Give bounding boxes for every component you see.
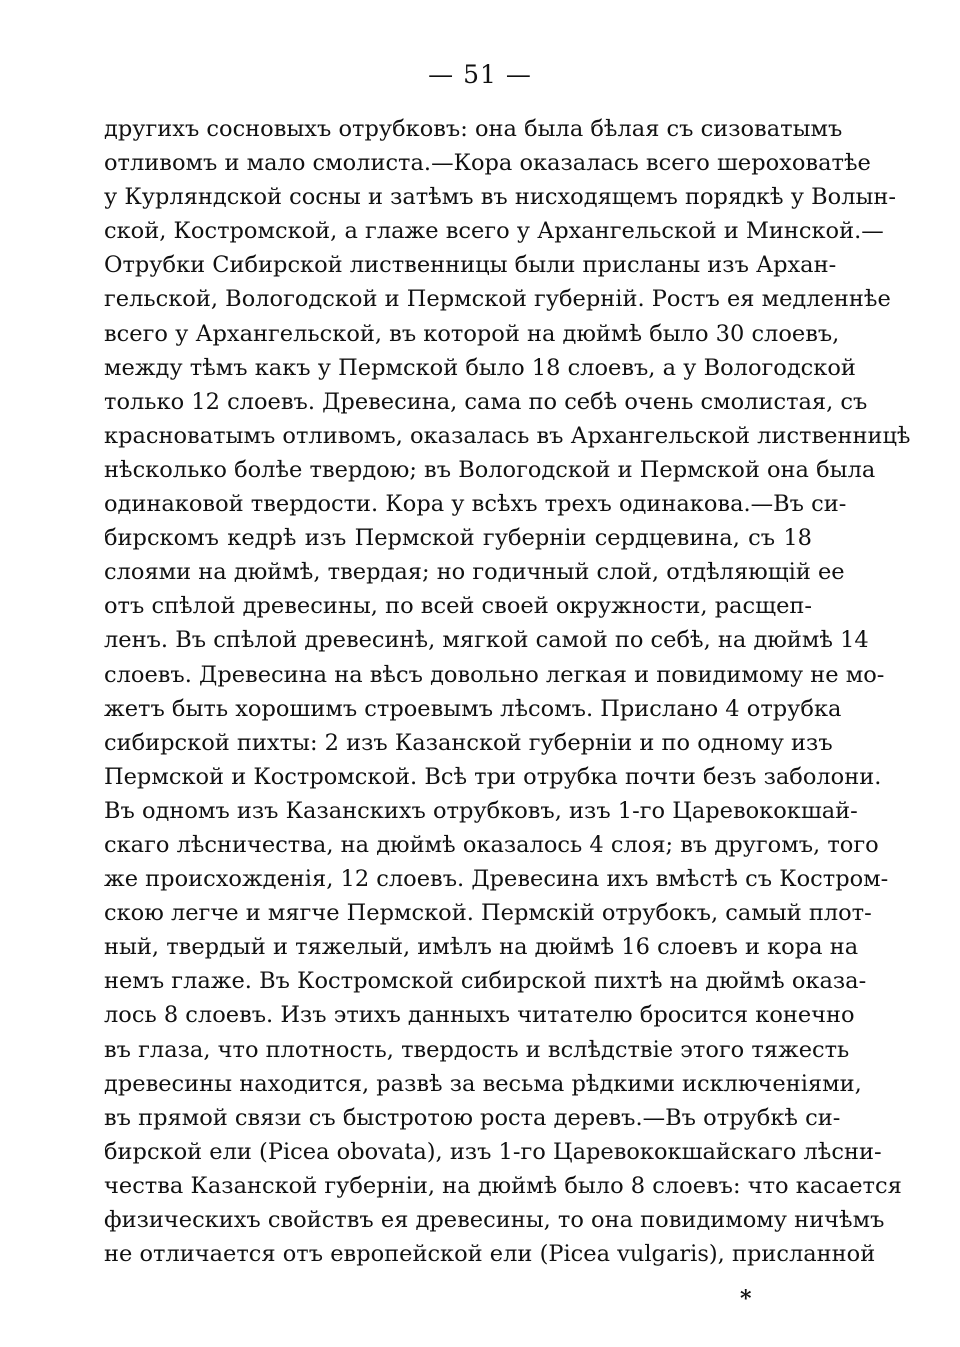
page-number: — 51 — [428, 60, 532, 89]
text-line: одинаковой твердости. Кора у всѣхъ трехъ одинакова.—Въ си- [104, 491, 847, 518]
text-line: между тѣмъ какъ у Пермской было 18 слоевъ, а у Вологодской [104, 354, 856, 381]
text-line: же происхожденія, 12 слоевъ. Древесина ихъ вмѣстѣ съ Костром- [104, 866, 889, 893]
text-line: скою легче и мягче Пермской. Пермскій отрубокъ, самый плот- [104, 900, 872, 927]
text-line: всего у Архангельской, въ которой на дюймѣ было 30 слоевъ, [104, 320, 840, 347]
text-line: не отличается отъ европейской ели (Picea vulgaris), присланной [104, 1241, 876, 1268]
text-line: нѣсколько болѣе твердою; въ Вологодской и Пермской она была [104, 456, 876, 483]
text-line: бирской ели (Picea obovata), изъ 1-го Царевококшайскаго лѣсни- [104, 1138, 882, 1165]
text-line: лось 8 слоевъ. Изъ этихъ данныхъ читателю бросится конечно [104, 1002, 855, 1029]
footnote-mark: * [740, 1286, 752, 1312]
text-line: отливомъ и мало смолиста.—Кора оказалась всего шероховатѣе [104, 150, 871, 177]
text-line: чества Казанской губерніи, на дюймѣ было 8 слоевъ: что касается [104, 1172, 902, 1199]
text-line: въ глаза, что плотность, твердость и вслѣдствіе этого тяжесть [104, 1036, 850, 1063]
text-line: ской, Костромской, а глаже всего у Архангельской и Минской.— [104, 218, 884, 245]
text-line: только 12 слоевъ. Древесина, сама по себѣ очень смолистая, съ [104, 388, 868, 415]
text-line: ленъ. Въ спѣлой древесинѣ, мягкой самой по себѣ, на дюймѣ 14 [104, 627, 869, 654]
text-line: ный, твердый и тяжелый, имѣлъ на дюймѣ 16 слоевъ и кора на [104, 934, 859, 961]
text-line: слоевъ. Древесина на вѣсъ довольно легкая и повидимому не мо- [104, 661, 885, 688]
text-line: скаго лѣсничества, на дюймѣ оказалось 4 слоя; въ другомъ, того [104, 831, 879, 858]
text-line: сибирской пихты: 2 изъ Казанской губерніи и по одному изъ [104, 729, 833, 756]
body-text [104, 112, 911, 1271]
text-line: слоями на дюймѣ, твердая; но годичный слой, отдѣляющій ее [104, 559, 845, 586]
text-line: древесины находится, развѣ за весьма рѣдкими исключеніями, [104, 1070, 862, 1097]
text-line: немъ глаже. Въ Костромской сибирской пихтѣ на дюймѣ оказа- [104, 968, 867, 995]
text-line: другихъ сосновыхъ отрубковъ: она была бѣлая съ сизоватымъ [104, 116, 843, 142]
text-line: Пермской и Костромской. Всѣ три отрубка почти безъ заболони. [104, 763, 882, 790]
text-line: гельской, Вологодской и Пермской губерній. Ростъ ея медленнѣе [104, 286, 891, 313]
text-line: жетъ быть хорошимъ строевымъ лѣсомъ. Прислано 4 отрубка [104, 695, 842, 722]
text-line: физическихъ свойствъ ея древесины, то она повидимому ничѣмъ [104, 1207, 885, 1233]
text-line: отъ спѣлой древесины, по всей своей окружности, расщеп- [104, 593, 812, 620]
text-line: бирскомъ кедрѣ изъ Пермской губерніи сердцевина, съ 18 [104, 525, 812, 552]
text-line: Въ одномъ изъ Казанскихъ отрубковъ, изъ 1-го Царевококшай- [104, 797, 858, 824]
text-line: у Курляндской сосны и затѣмъ въ нисходящемъ порядкѣ у Волын- [104, 184, 897, 211]
text-line: Отрубки Сибирской лиственницы были присланы изъ Архан- [104, 252, 837, 279]
text-line: красноватымъ отливомъ, оказалась въ Архангельской лиственницѣ [104, 422, 911, 449]
text-line: въ прямой связи съ быстротою роста деревъ.—Въ отрубкѣ си- [104, 1104, 841, 1131]
